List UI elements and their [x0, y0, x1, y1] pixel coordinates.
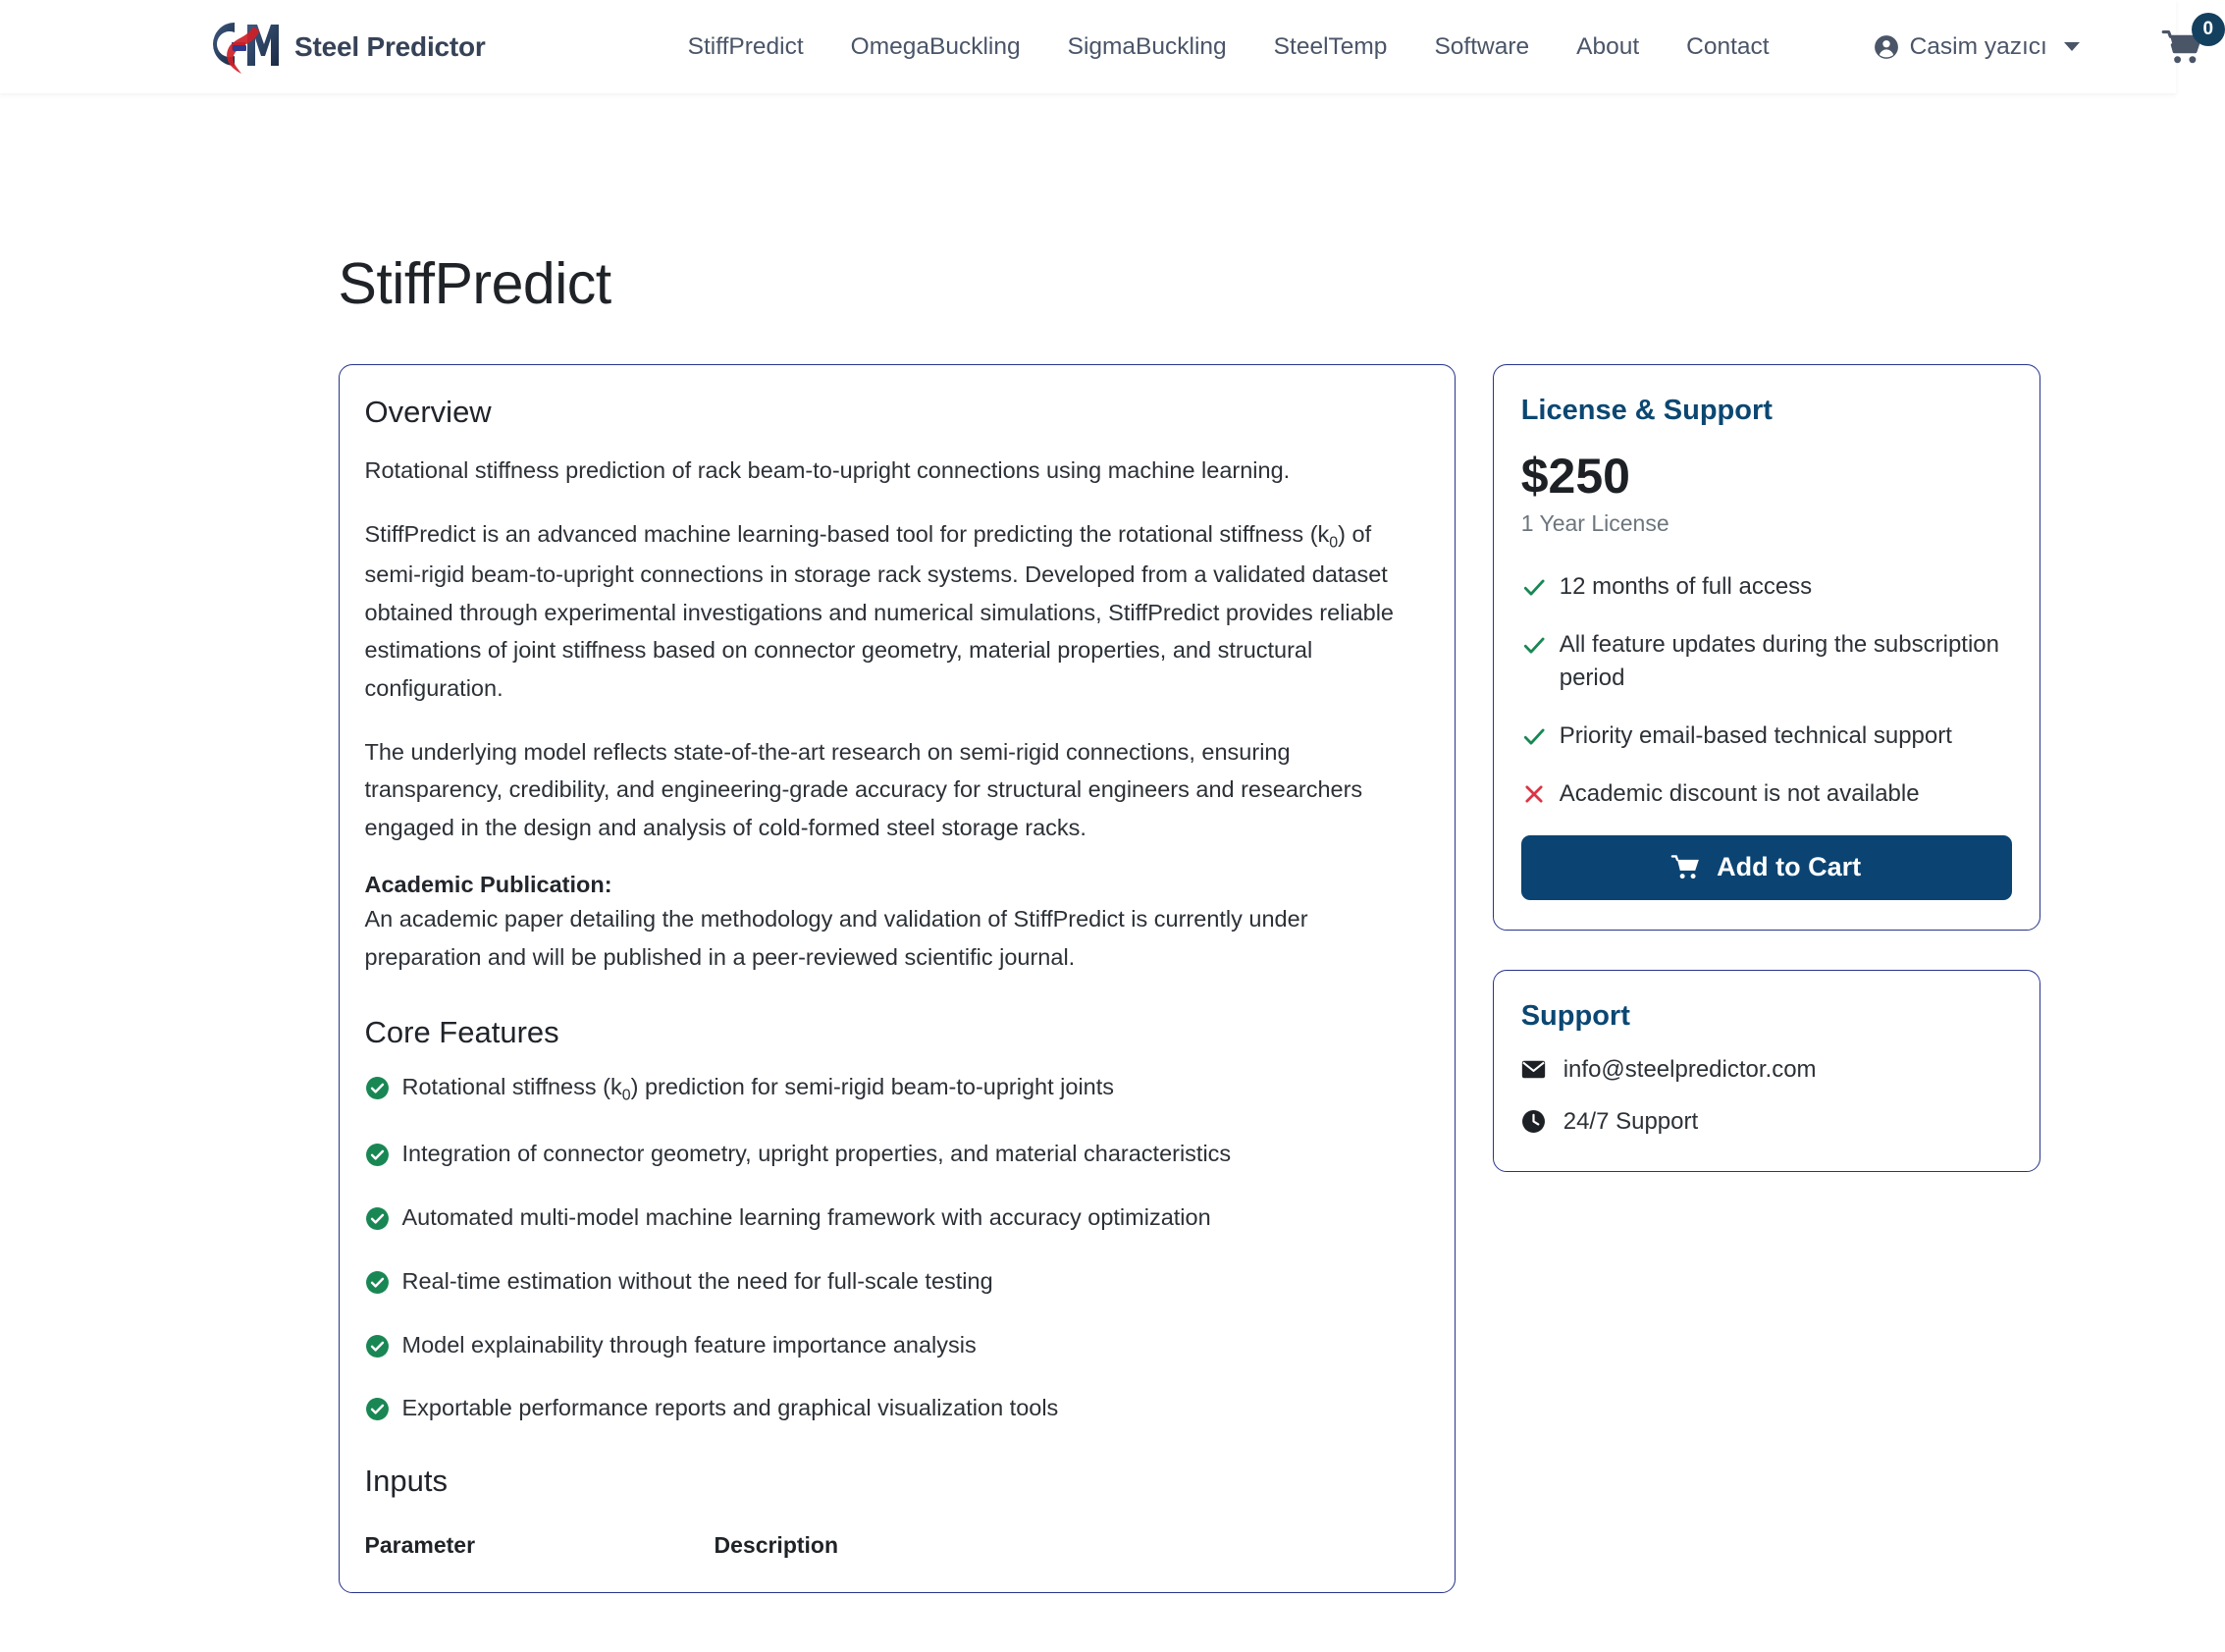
list-item	[1521, 1108, 2012, 1136]
license-card-title: License & Support	[1520, 395, 1773, 426]
inputs-table-header	[365, 1532, 1429, 1559]
support-card	[1493, 970, 2040, 1172]
core-features-heading: Core Features	[364, 1015, 559, 1050]
list-item	[365, 1330, 1429, 1361]
sidebar-column	[1493, 364, 2040, 1172]
person-circle-icon	[1874, 34, 1899, 60]
list-item	[1521, 570, 2012, 604]
check-circle-icon	[365, 1334, 390, 1359]
license-price-subtitle: 1 Year License	[1520, 509, 1669, 536]
list-item	[365, 1266, 1429, 1298]
cart-count-badge: 0	[2192, 13, 2225, 46]
overview-card	[339, 364, 1456, 1593]
cross-icon	[1521, 781, 1547, 807]
site-header	[0, 0, 2214, 93]
content-columns	[339, 364, 2040, 1593]
clock-icon	[1521, 1109, 1546, 1134]
overview-heading: Overview	[364, 395, 492, 429]
license-feature-label: 12 months of full access	[1559, 572, 1813, 600]
column-header-parameter: Parameter	[364, 1532, 476, 1559]
primary-navigation	[664, 24, 1793, 71]
check-circle-icon	[365, 1270, 390, 1295]
feature-label: Real-time estimation without the need for full-scale testing	[401, 1267, 993, 1294]
list-item	[365, 1139, 1429, 1170]
nav-item-contact[interactable]: Contact	[1686, 32, 1770, 60]
nav-item-about[interactable]: About	[1576, 32, 1640, 60]
overview-p1-subscript: 0	[1329, 534, 1339, 552]
support-hours: 24/7 Support	[1563, 1107, 1699, 1135]
list-item	[1521, 719, 2012, 753]
header-right-group	[1860, 18, 2214, 74]
add-to-cart-label: Add to Cart	[1717, 852, 1862, 882]
list-item	[1521, 1056, 2012, 1084]
page-title: StiffPredict	[338, 251, 611, 316]
user-account-menu[interactable]	[1860, 26, 2093, 69]
gm-monogram-logo-icon	[208, 17, 279, 78]
nav-item-stiffpredict[interactable]: StiffPredict	[687, 32, 804, 60]
license-support-card	[1493, 364, 2040, 931]
check-icon	[1521, 723, 1547, 749]
feature-label: Integration of connector geometry, upright properties, and material characteristics	[401, 1141, 1232, 1167]
user-name-label: Casim yazıcı	[1909, 32, 2047, 60]
license-feature-label: Priority email-based technical support	[1559, 721, 1952, 749]
feature-label: Exportable performance reports and graphical visualization tools	[401, 1395, 1059, 1421]
support-contact-list	[1521, 1056, 2012, 1136]
brand-logo-link[interactable]	[208, 17, 486, 78]
list-item	[1521, 628, 2012, 695]
list-item	[1521, 777, 2012, 811]
nav-item-steeltemp[interactable]: SteelTemp	[1273, 32, 1388, 60]
chevron-down-icon	[2064, 42, 2080, 51]
add-to-cart-button[interactable]	[1521, 835, 2012, 900]
list-item	[365, 1202, 1429, 1234]
check-circle-icon	[365, 1206, 390, 1231]
nav-item-sigmabuckling[interactable]: SigmaBuckling	[1067, 32, 1227, 60]
envelope-icon	[1521, 1057, 1546, 1082]
check-circle-icon	[365, 1076, 390, 1100]
main-column	[339, 364, 1456, 1593]
check-circle-icon	[365, 1143, 390, 1167]
cart-button[interactable]	[2154, 18, 2214, 74]
feature-label: Automated multi-model machine learning framework with accuracy optimization	[401, 1204, 1211, 1231]
check-icon	[1521, 574, 1547, 600]
overview-paragraph-1	[365, 515, 1429, 708]
check-circle-icon	[365, 1397, 390, 1421]
shopping-cart-icon	[1671, 854, 1701, 880]
license-price: $250	[1520, 449, 1630, 504]
publication-text: An academic paper detailing the methodology and validation of StiffPredict is currently under preparation and will be published in a peer-reviewed scientific journal.	[364, 906, 1308, 970]
page-content	[136, 250, 2040, 1652]
feature-label: Model explainability through feature importance analysis	[401, 1331, 977, 1358]
overview-p1-post: ) of semi-rigid beam-to-upright connections in storage rack systems. Developed from a validated dataset obtained through experimental investigations and numerical simulations, StiffPredict provides reliable estimations of joint stiffness based on connector geometry, material properties, and structural configuration.	[364, 520, 1395, 702]
check-icon	[1521, 632, 1547, 658]
column-header-description: Description	[714, 1532, 839, 1559]
inputs-heading: Inputs	[364, 1464, 448, 1499]
list-item	[365, 1072, 1429, 1106]
nav-item-software[interactable]: Software	[1434, 32, 1530, 60]
overview-p1-pre: StiffPredict is an advanced machine learning-based tool for predicting the rotational stiffness (k	[364, 520, 1330, 547]
nav-item-omegabuckling[interactable]: OmegaBuckling	[850, 32, 1021, 60]
overview-paragraph-2: The underlying model reflects state-of-the-art research on semi-rigid connections, ensuring transparency, credibility, and engineering-grade accuracy for structural engineers and researchers engaged in the design and analysis of cold-formed steel storage racks.	[364, 738, 1363, 840]
license-feature-label: Academic discount is not available	[1559, 779, 1920, 807]
support-email[interactable]: info@steelpredictor.com	[1563, 1055, 1817, 1083]
core-features-list	[365, 1072, 1429, 1424]
support-card-title: Support	[1520, 999, 1630, 1032]
publication-label: Academic Publication:	[364, 872, 612, 898]
feature-label: Rotational stiffness $(k_0)$ prediction for semi-rigid beam-to-upright joints	[401, 1074, 1115, 1104]
license-feature-list	[1521, 570, 2012, 811]
license-feature-label: All feature updates during the subscription period	[1559, 630, 1999, 691]
overview-lead: Rotational stiffness prediction of rack beam-to-upright connections using machine learning.	[364, 457, 1291, 483]
brand-name: Steel Predictor	[294, 30, 486, 62]
list-item	[365, 1393, 1429, 1424]
